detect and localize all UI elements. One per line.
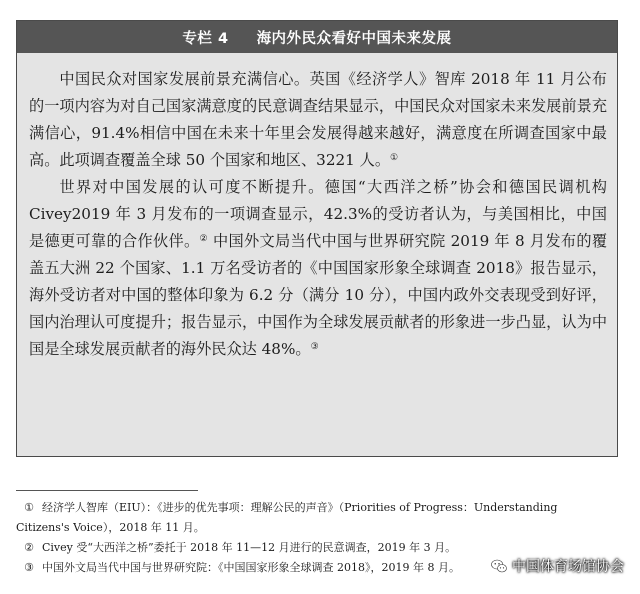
footnote-ref-2[interactable]: ② xyxy=(199,234,208,244)
paragraph-1 xyxy=(29,66,607,174)
footnote-ref-3[interactable]: ③ xyxy=(310,342,319,352)
footnote-2 xyxy=(16,538,622,558)
footnote-mark: ③ xyxy=(24,561,34,574)
footnote-text: Civey 受“大西洋之桥”委托于 2018 年 11—12 月进行的民意调查，2019 年 3 月。 xyxy=(42,541,457,554)
box-number: 专栏 4 xyxy=(182,30,229,47)
box-title: 海内外民众看好中国未来发展 xyxy=(256,30,452,47)
footnote-1 xyxy=(16,498,622,538)
footnote-1-continuation: Citizens's Voice），2018 年 11 月。 xyxy=(16,521,205,534)
footnote-divider xyxy=(16,490,198,491)
footnote-ref-1[interactable]: ① xyxy=(390,153,399,163)
feature-box xyxy=(16,20,618,457)
footnote-mark: ② xyxy=(24,541,34,554)
footnote-1-text: 经济学人智库（EIU）：《进步的优先事项：理解公民的声音》（Priorities of Progress：Understanding xyxy=(42,501,558,514)
watermark-text: 中国体育场馆协会 xyxy=(512,559,624,575)
box-header xyxy=(17,21,617,53)
paragraph-2 xyxy=(29,174,607,363)
wechat-icon xyxy=(490,557,508,575)
box-body xyxy=(29,66,607,363)
footnote-mark: ① xyxy=(24,501,34,514)
footnote-text: 中国外文局当代中国与世界研究院：《中国国家形象全球调查 2018》，2019 年 8 月。 xyxy=(42,561,460,574)
paragraph-1-text: 中国民众对国家发展前景充满信心。英国《经济学人》智库 2018 年 11 月公布的一项内容为对自己国家满意度的民意调查结果显示，中国民众对国家未来发展前景充满信心，91.4%相信中国在未来十年里会发展得越来越好，满意度在所调查国家中最高。此项调查覆盖全球 50 个国家和地区、3221 人。 xyxy=(29,70,607,169)
footnote-text xyxy=(16,498,622,538)
paragraph-2-text-b: 中国外文局当代中国与世界研究院 2019 年 8 月发布的覆盖五大洲 22 个国家、1.1 万名受访者的《中国国家形象全球调查 2018》报告显示，海外受访者对中国的整体印象为 6.2 分（满分 10 分），中国内政外交表现受到好评，国内治理认可度提升；报告显示，中国作为全球发展贡献者的形象进一步凸显，认为中国是全球发展贡献者的海外民众达 48%。 xyxy=(29,232,608,358)
paragraph-2-text-a: 世界对中国发展的认可度不断提升。德国“大西洋之桥”协会和德国民调机构 Civey2019 年 3 月发布的一项调查显示，42.3%的受访者认为，与美国相比，中国是德更可靠的合作伙伴。 xyxy=(29,178,607,250)
watermark xyxy=(490,556,624,576)
